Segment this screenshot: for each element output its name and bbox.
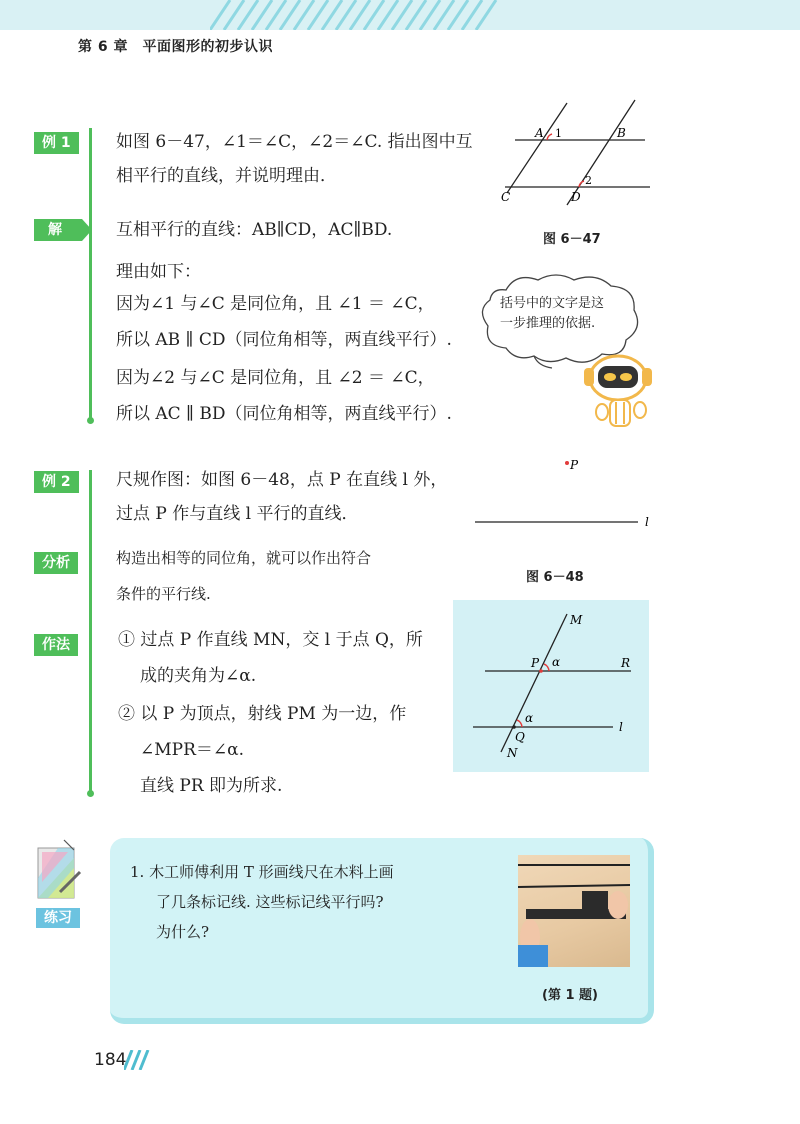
- guide-line-1: [89, 128, 92, 420]
- bubble-line-1: 括号中的文字是这: [500, 296, 605, 311]
- figure-6-47-caption: 图 6－47: [543, 232, 601, 247]
- method-line-5: 直线 PR 即为所求.: [140, 776, 283, 796]
- exercise-line-3: 为什么?: [156, 923, 210, 941]
- exercise-book-icon: [28, 838, 88, 906]
- point-Q-construct: [512, 725, 516, 729]
- method-tag: 作法: [34, 634, 78, 656]
- chapter-title: 第 6 章 平面图形的初步认识: [78, 39, 273, 55]
- method-line-2: 成的夹角为∠α.: [140, 666, 257, 686]
- guide-line-2: [89, 470, 92, 794]
- label-N: N: [507, 746, 518, 760]
- construction-diagram: [453, 600, 649, 772]
- label-alpha-2: α: [525, 711, 534, 725]
- page-number: 184: [94, 1050, 127, 1070]
- line-AC: [507, 103, 567, 193]
- label-A: A: [535, 126, 544, 140]
- solution-line-2: 理由如下：: [116, 262, 201, 282]
- label-l-construct: l: [619, 720, 623, 734]
- robot-mascot-icon: [580, 350, 670, 430]
- label-alpha-1: α: [552, 655, 561, 669]
- analysis-line-2: 条件的平行线.: [116, 585, 211, 603]
- page-number-stripes: [124, 1050, 154, 1070]
- example-2-line-2: 过点 P 作与直线 l 平行的直线．: [116, 504, 359, 524]
- point-P: [565, 461, 569, 465]
- method-line-3: ② 以 P 为顶点，射线 PM 为一边，作: [118, 704, 407, 724]
- t-square-photo: [518, 855, 630, 967]
- alpha-mark-P: [544, 664, 549, 671]
- label-B: B: [617, 126, 626, 140]
- label-Q: Q: [515, 730, 525, 744]
- angle-1-mark: [547, 134, 552, 140]
- label-1: 1: [555, 127, 562, 140]
- guide-dot-2: [87, 790, 94, 797]
- exercise-tag: 练习: [36, 908, 80, 928]
- figure-6-48-caption: 图 6－48: [526, 570, 584, 585]
- example-1-line-2: 相平行的直线，并说明理由．: [116, 166, 337, 186]
- guide-dot-1: [87, 417, 94, 424]
- example-1-tag: 例 1: [34, 132, 79, 154]
- solution-line-6: 所以 AC ∥ BD（同位角相等，两直线平行）.: [116, 404, 452, 424]
- bubble-line-2: 一步推理的依据.: [500, 316, 596, 331]
- label-P: P: [570, 458, 579, 472]
- solution-line-1: 互相平行的直线：AB∥CD，AC∥BD.: [116, 220, 393, 240]
- label-M: M: [570, 613, 583, 627]
- alpha-mark-Q: [517, 720, 522, 727]
- label-l: l: [645, 515, 649, 529]
- solution-line-5: 因为∠2 与∠C 是同位角，且 ∠2 ＝ ∠C，: [116, 368, 435, 388]
- exercise-line-2: 了几条标记线. 这些标记线平行吗?: [156, 893, 384, 911]
- label-P-construct: P: [531, 656, 540, 670]
- method-line-4: ∠MPR＝∠α.: [140, 740, 245, 760]
- example-2-tag: 例 2: [34, 471, 79, 493]
- point-P-construct: [539, 669, 543, 673]
- label-R: R: [621, 656, 631, 670]
- example-1-line-1: 如图 6－47，∠1＝∠C，∠2＝∠C. 指出图中互: [116, 132, 473, 152]
- solution-line-3: 因为∠1 与∠C 是同位角，且 ∠1 ＝ ∠C，: [116, 294, 435, 314]
- label-D: D: [571, 190, 581, 204]
- analysis-line-1: 构造出相等的同位角，就可以作出符合: [116, 549, 372, 567]
- analysis-tag: 分析: [34, 552, 78, 574]
- figure-6-47: [495, 95, 665, 210]
- label-2: 2: [585, 174, 592, 187]
- label-C: C: [501, 190, 511, 204]
- angle-2-mark: [579, 181, 584, 187]
- solution-line-4: 所以 AB ∥ CD（同位角相等，两直线平行）.: [116, 330, 452, 350]
- figure-6-48: [470, 455, 660, 535]
- photo-caption: (第 1 题): [542, 988, 598, 1003]
- method-line-1: ① 过点 P 作直线 MN，交 l 于点 Q，所: [118, 630, 423, 650]
- line-MN: [501, 614, 567, 752]
- header-stripes-decoration: [210, 0, 500, 30]
- exercise-line-1: 1. 木工师傅利用 T 形画线尺在木料上画: [130, 863, 394, 881]
- t-square-illustration: [518, 855, 630, 967]
- example-2-line-1: 尺规作图：如图 6－48，点 P 在直线 l 外，: [116, 470, 448, 490]
- solution-tag: 解: [34, 219, 82, 241]
